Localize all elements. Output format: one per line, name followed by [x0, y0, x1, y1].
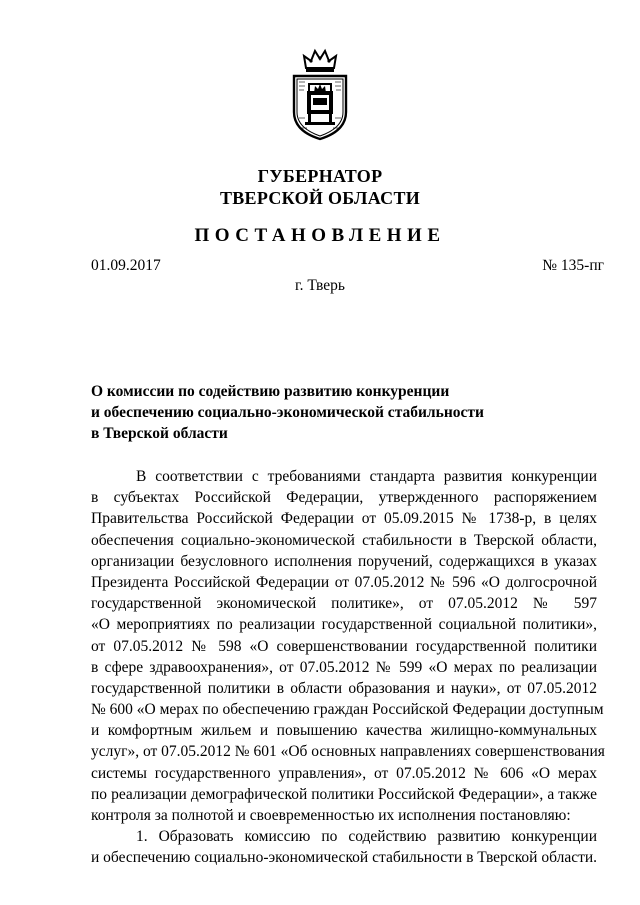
document-city: г. Тверь — [295, 277, 345, 294]
body-line: в субъектах Российской Федерации, утвержденного распоряжением — [91, 489, 597, 507]
body-line: Президента Российской Федерации от 07.05.2012 № 596 «О долгосрочной — [91, 573, 597, 591]
body-line: государственной экономической политике», от 07.05.2012 № 597 — [91, 595, 597, 613]
body-line: услуг», от 07.05.2012 № 601 «Об основных направлениях совершенствования — [91, 743, 605, 761]
subject-line: О комиссии по содействию развитию конкуренции — [91, 383, 450, 400]
body-line: и комфортным жильем и повышению качества жилищно-коммунальных — [91, 722, 597, 740]
body-line: контроля за полнотой и своевременностью их исполнения постановляю: — [91, 807, 571, 824]
document-date: 01.09.2017 — [91, 257, 161, 274]
clause-paragraph — [91, 826, 597, 868]
body-line: по реализации демографической политики Российской Федерации», а также — [91, 785, 597, 803]
body-line: Правительства Российской Федерации от 05.09.2015 № 1738-р, в целях — [91, 510, 597, 528]
subject-line: в Тверской области — [91, 425, 228, 442]
coat-of-arms-icon — [287, 48, 353, 142]
document-body — [91, 466, 605, 869]
subject-line: и обеспечению социально-экономической стабильности — [91, 404, 484, 421]
issuer-title-line2: ТВЕРСКОЙ ОБЛАСТИ — [219, 188, 421, 208]
document-subject — [91, 381, 591, 444]
body-line: обеспечения социально-экономической стабильности в Тверской области, — [91, 531, 597, 549]
body-line: в сфере здравоохранения», от 07.05.2012 № 599 «О мерах по реализации — [91, 658, 597, 676]
body-line: В соответствии с требованиями стандарта развития конкуренции — [136, 468, 597, 485]
body-line: и обеспечению социально-экономической стабильности в Тверской области. — [91, 849, 598, 867]
body-line: № 600 «О мерах по обеспечению граждан Российской Федерации доступным — [91, 701, 604, 719]
document-number: № 135-пг — [542, 257, 604, 274]
body-line: от 07.05.2012 № 598 «О совершенствовании государственной политики — [91, 637, 597, 655]
issuer-title-line1: ГУБЕРНАТОР — [257, 166, 383, 186]
body-line: системы государственного управления», от 07.05.2012 № 606 «О мерах — [91, 764, 597, 782]
preamble-paragraph — [91, 466, 605, 826]
body-line: государственной политики в области образования и науки», от 07.05.2012 — [91, 679, 597, 697]
document-type: ПОСТАНОВЛЕНИЕ — [194, 225, 446, 246]
body-line: организации безусловного исполнения поручений, содержащихся в указах — [91, 552, 597, 570]
body-line: 1. Образовать комиссию по содействию развитию конкуренции — [136, 828, 597, 846]
body-line: «О мероприятиях по реализации государственной социальной политики», — [91, 616, 597, 634]
